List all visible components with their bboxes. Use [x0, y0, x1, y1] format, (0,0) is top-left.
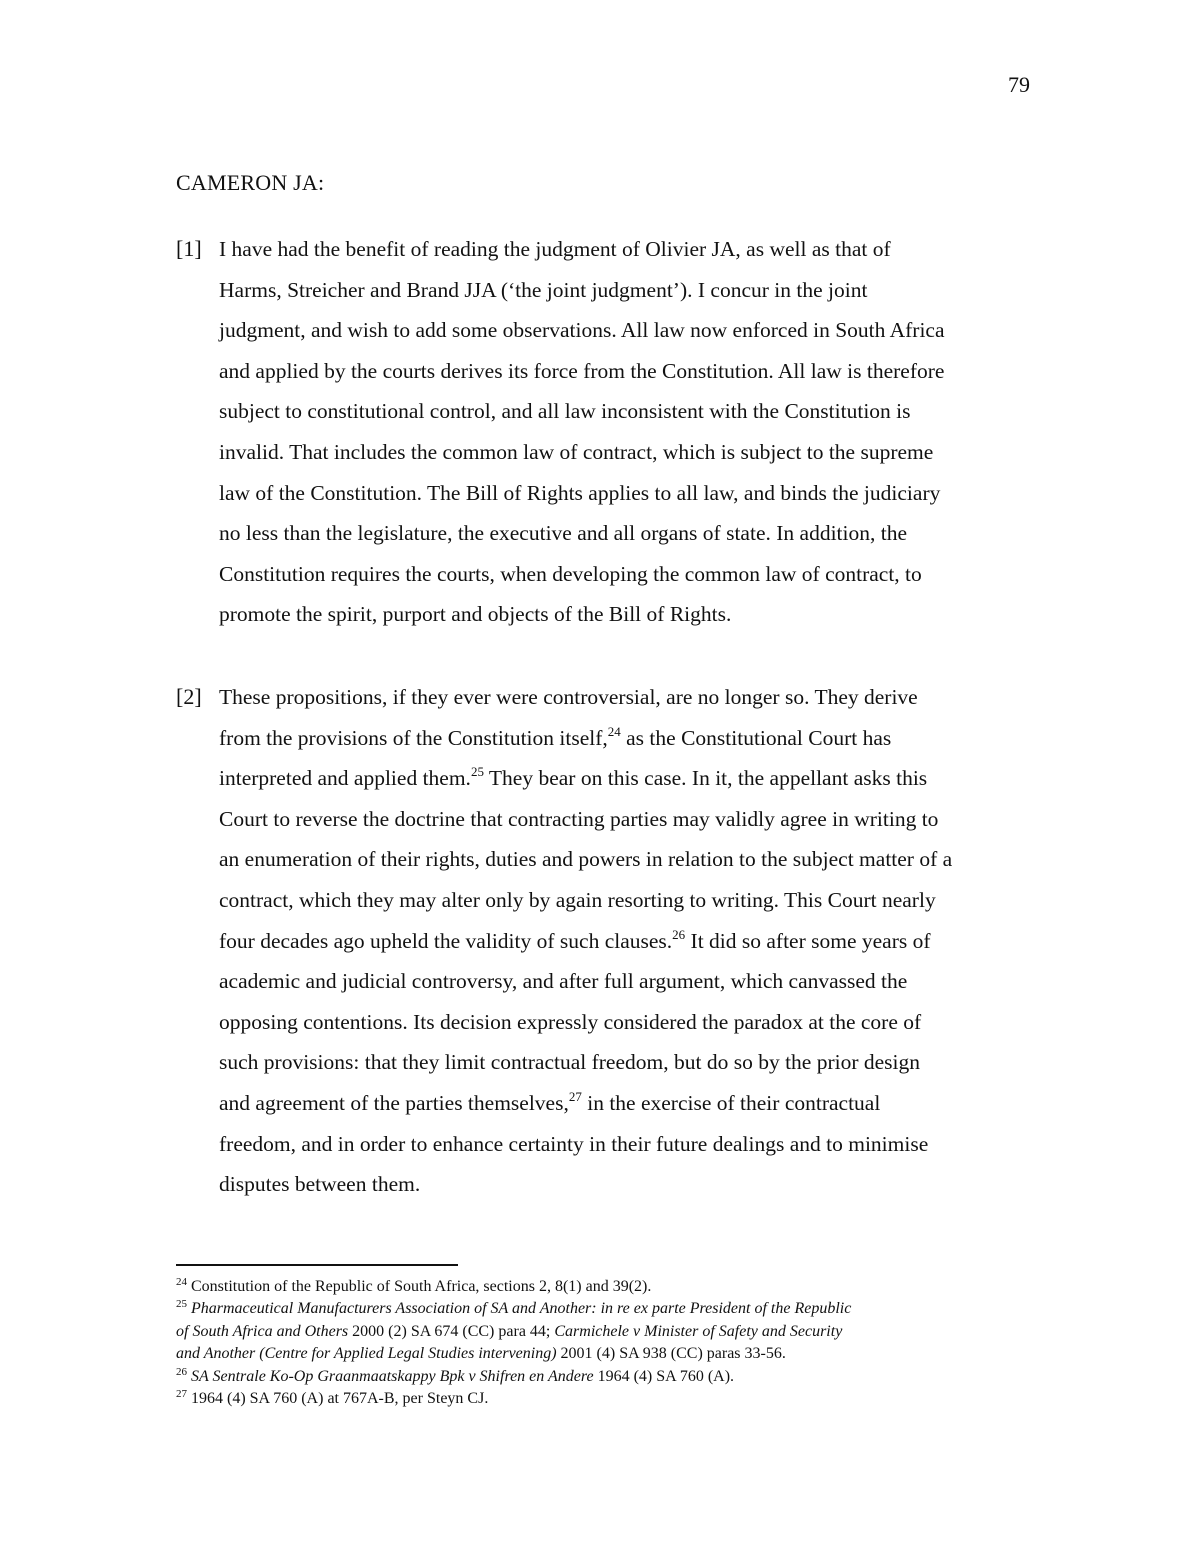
text-line: from the provisions of the Constitution itself,$^{24}$ as the Constitutional Court has [219, 723, 892, 750]
text-line: such provisions: that they limit contractual freedom, but do so by the prior design [219, 1050, 921, 1075]
footnote-number: 25 [176, 1298, 187, 1311]
text-line: promote the spirit, purport and objects of the Bill of Rights. [219, 602, 732, 627]
footnote-number: 26 [176, 1365, 187, 1378]
text-line: four decades ago upheld the validity of such clauses.$^{26}$ It did so after some years of [219, 926, 931, 953]
footnote-line: $^{26}$ SA Sentrale Ko-Op Graanmaatskappy Bpk v Shifren en Andere 1964 (4) SA 760 (A). [176, 1365, 735, 1385]
text-line: academic and judicial controversy, and after full argument, which canvassed the [219, 969, 908, 994]
footnote-number: 24 [176, 1276, 187, 1288]
judge-heading: CAMERON JA: [176, 170, 325, 195]
text-line: I have had the benefit of reading the judgment of Olivier JA, as well as that of [219, 237, 891, 261]
text-line: no less than the legislature, the executive and all organs of state. In addition, the [219, 521, 907, 546]
text-line: Court to reverse the doctrine that contracting parties may validly agree in writing to [219, 806, 939, 831]
footnotes [176, 1276, 1026, 1410]
case-citation: of South Africa and Others [176, 1322, 349, 1340]
text-line: invalid. That includes the common law of contract, which is subject to the supreme [219, 439, 934, 464]
footnote-line [176, 1298, 1026, 1320]
text-line: Constitution requires the courts, when developing the common law of contract, to [219, 561, 922, 586]
footnote-reference: 27 [568, 1088, 582, 1104]
text-line: opposing contentions. Its decision expressly considered the paradox at the core of [219, 1009, 922, 1034]
case-citation: Pharmaceutical Manufacturers Association of SA and Another: in re ex parte President of the Republic [191, 1300, 852, 1318]
footnote-reference: 25 [470, 764, 484, 780]
text-line: disputes between them. [219, 1172, 421, 1197]
text-line: These propositions, if they ever were controversial, are no longer so. They derive [219, 685, 918, 709]
footnote-line: $^{24}$ Constitution of the Republic of South Africa, sections 2, 8(1) and 39(2). [176, 1276, 652, 1295]
text-line: subject to constitutional control, and all law inconsistent with the Constitution is [219, 399, 911, 424]
text-line: and agreement of the parties themselves,$^{27}$ in the exercise of their contractual [219, 1088, 881, 1115]
paragraph-number: [2] [176, 684, 202, 709]
case-citation: and Another (Centre for Applied Legal Studies intervening) [176, 1345, 557, 1363]
text-line: contract, which they may alter only by again resorting to writing. This Court nearly [219, 887, 936, 912]
text-line: and applied by the courts derives its force from the Constitution. All law is therefore [219, 358, 945, 383]
footnote-divider [176, 1264, 458, 1266]
paragraph-number: [1] [176, 236, 202, 261]
text-line: freedom, and in order to enhance certainty in their future dealings and to minimise [219, 1131, 929, 1156]
text-line: Harms, Streicher and Brand JJA (‘the joint judgment’). I concur in the joint [219, 277, 868, 302]
footnote-line: and Another (Centre for Applied Legal Studies intervening) 2001 (4) SA 938 (CC) paras 33-56. [176, 1345, 786, 1363]
text-line: an enumeration of their rights, duties and powers in relation to the subject matter of a [219, 847, 953, 872]
footnote-reference: 24 [607, 723, 621, 739]
text-line: law of the Constitution. The Bill of Rights applies to all law, and binds the judiciary [219, 480, 941, 505]
footnote-number: 27 [176, 1387, 187, 1400]
paragraph-text [219, 229, 1029, 635]
text-line: interpreted and applied them.$^{25}$ They bear on this case. In it, the appellant asks this [219, 764, 928, 791]
footnote-reference: 26 [672, 926, 686, 942]
footnote-line: $^{27}$ 1964 (4) SA 760 (A) at 767A-B, per Steyn CJ. [176, 1387, 489, 1407]
text-line: judgment, and wish to add some observations. All law now enforced in South Africa [219, 318, 945, 343]
paragraph-text [219, 677, 1029, 1205]
case-citation: Carmichele v Minister of Safety and Security [554, 1322, 843, 1340]
page-number: 79 [1008, 72, 1030, 97]
case-citation: SA Sentrale Ko-Op Graanmaatskappy Bpk v Shifren en Andere [191, 1367, 594, 1385]
footnote-line: of South Africa and Others 2000 (2) SA 674 (CC) para 44; Carmichele v Minister of Safety and Security [176, 1322, 843, 1340]
